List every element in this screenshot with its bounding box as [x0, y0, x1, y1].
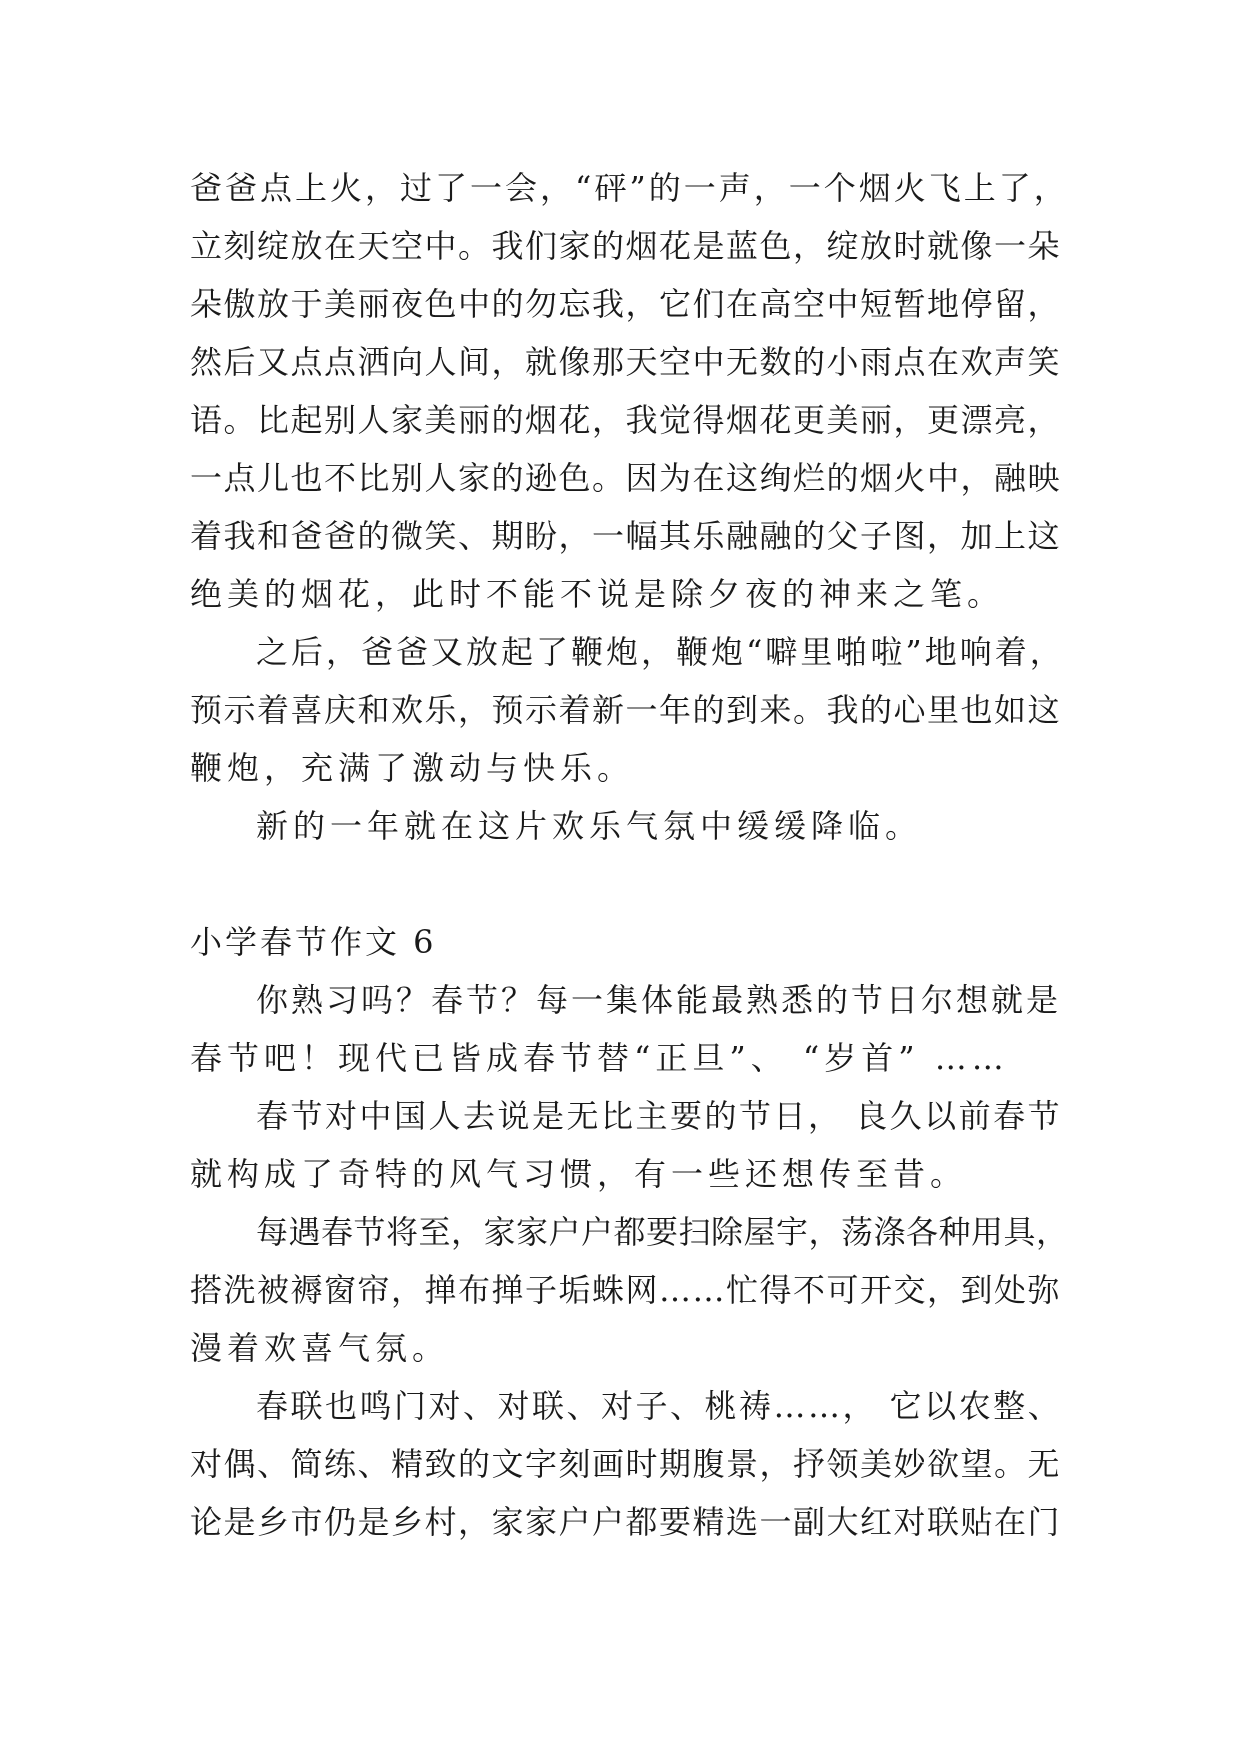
- text-line: 对偶、简练、精致的文字刻画时期腹景，抒领美妙欲望。无: [190, 1445, 1062, 1483]
- section-heading: 小学春节作文 6: [190, 923, 437, 961]
- text-line: 语。比起别人家美丽的烟花，我觉得烟花更美丽，更漂亮，: [190, 401, 1062, 439]
- text-line: 然后又点点洒向人间，就像那天空中无数的小雨点在欢声笑: [190, 343, 1062, 381]
- text-line: 朵傲放于美丽夜色中的勿忘我，它们在高空中短暂地停留，: [190, 285, 1062, 323]
- text-line: 绝美的烟花，此时不能不说是除夕夜的神来之笔。: [190, 575, 1005, 613]
- paragraph-first-line: 春联也鸣门对、对联、对子、桃祷……， 它以农整、: [256, 1387, 1063, 1425]
- text-line: 立刻绽放在天空中。我们家的烟花是蓝色，绽放时就像一朵: [190, 227, 1062, 265]
- paragraph-first-line: 春节对中国人去说是无比主要的节日， 良久以前春节: [256, 1097, 1063, 1135]
- paragraph-first-line: 每遇春节将至，家家户户都要扫除屋宇，荡涤各种用具，: [256, 1213, 1069, 1251]
- text-line: 论是乡市仍是乡村，家家户户都要精选一副大红对联贴在门: [190, 1503, 1062, 1541]
- paragraph-first-line: 你熟习吗？春节？每一集体能最熟悉的节日尔想就是: [256, 981, 1062, 1019]
- text-line: 鞭炮，充满了激动与快乐。: [190, 749, 635, 787]
- text-line: 就构成了奇特的风气习惯，有一些还想传至昔。: [190, 1155, 968, 1193]
- text-line: 一点儿也不比别人家的逊色。因为在这绚烂的烟火中，融映: [190, 459, 1062, 497]
- text-line: 爸爸点上火，过了一会，“砰”的一声，一个烟火飞上了，: [190, 169, 1069, 207]
- paragraph-first-line: 新的一年就在这片欢乐气氛中缓缓降临。: [256, 807, 923, 845]
- text-line: 着我和爸爸的微笑、期盼，一幅其乐融融的父子图，加上这: [190, 517, 1062, 555]
- text-line: 漫着欢喜气氛。: [190, 1329, 450, 1367]
- text-line: 搭洗被褥窗帘，掸布掸子垢蛛网……忙得不可开交，到处弥: [190, 1271, 1062, 1309]
- paragraph-first-line: 之后，爸爸又放起了鞭炮，鞭炮“噼里啪啦”地响着，: [256, 633, 1065, 671]
- text-line: 预示着喜庆和欢乐，预示着新一年的到来。我的心里也如这: [190, 691, 1062, 729]
- text-line: 春节吧！现代已皆成春节替“正旦”、 “岁首” ……: [190, 1039, 1009, 1077]
